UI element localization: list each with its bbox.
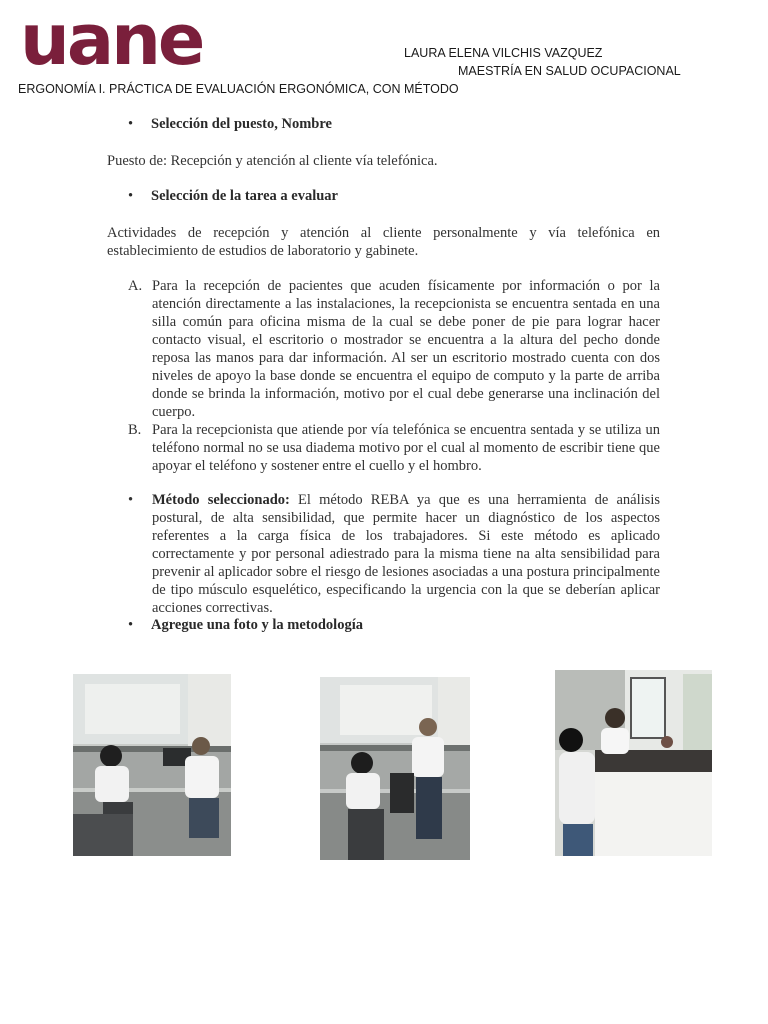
method-label: Método seleccionado: — [152, 492, 290, 508]
foto-heading: • Agregue una foto y la metodología — [128, 617, 363, 633]
list-marker: A. — [128, 278, 143, 294]
method-text: El método REBA ya que es una herramienta de análisis postural, de alta sensibilidad, que permite hacer un diagnóstico de los aspectos referentes a la carga física de los trabajadores. Si este método es aplicado correctamente y por personal adiestrado para la misma tiene na alta sensibilidad para prevenir al aplicador sobre el riesgo de lesiones asociadas a una postura principalmente de tipo músculo esquelético, especificando la urgencia con la que se deberían aplicar acciones correctivas. — [152, 492, 660, 616]
reception-photo-1 — [73, 674, 231, 856]
bullet-icon: • — [128, 617, 134, 633]
author-name: LAURA ELENA VILCHIS VAZQUEZ — [404, 46, 603, 60]
list-item-text: Para la recepcionista que atiende por vía telefónica se encuentra sentada y se utiliza un teléfono normal no se usa diadema motivo por el cual al momento de escribir tiene que apoyar el teléfono y sostener entre el cuello y el hombro. — [152, 422, 660, 474]
reception-photo-3 — [555, 670, 712, 856]
list-item — [128, 277, 660, 421]
bullet-icon: • — [128, 188, 134, 204]
uane-logo — [20, 6, 225, 76]
task-list — [128, 277, 660, 475]
tarea-text: Actividades de recepción y atención al cliente personalmente y vía telefónica en establecimiento de estudios de laboratorio y gabinete. — [107, 225, 660, 259]
bullet-icon: • — [128, 116, 134, 132]
list-marker: B. — [128, 422, 142, 438]
uane-logo-mark — [20, 6, 225, 76]
tarea-heading: • Selección de la tarea a evaluar — [128, 188, 338, 204]
program-name: MAESTRÍA EN SALUD OCUPACIONAL — [458, 64, 681, 78]
puesto-heading: • Selección del puesto, Nombre — [128, 116, 332, 132]
course-title: ERGONOMÍA I. PRÁCTICA DE EVALUACIÓN ERGONÓMICA, CON MÉTODO — [18, 82, 459, 96]
reception-photo-2 — [320, 677, 470, 860]
list-item-text: Para la recepción de pacientes que acuden físicamente por información o por la atención directamente a las instalaciones, la recepcionista se encuentra sentada en una silla común para oficina misma de la cual se debe poner de pie para lograr hacer contacto visual, el escritorio o mostrador se encuentra a la altura del pecho donde reposa las manos para dar información. Al ser un escritorio mostrado cuenta con dos niveles de apoyo la base donde se encuentra el equipo de computo y la parte de arriba donde se brinda la información, motivo por el cual debe generarse una inclinación del cuerpo. — [152, 278, 660, 420]
bullet-icon: • — [128, 492, 134, 508]
svg-text:uane: uane — [20, 6, 203, 76]
list-item — [128, 421, 660, 475]
puesto-text: Puesto de: Recepción y atención al cliente vía telefónica. — [107, 153, 438, 169]
method-section — [128, 491, 660, 617]
